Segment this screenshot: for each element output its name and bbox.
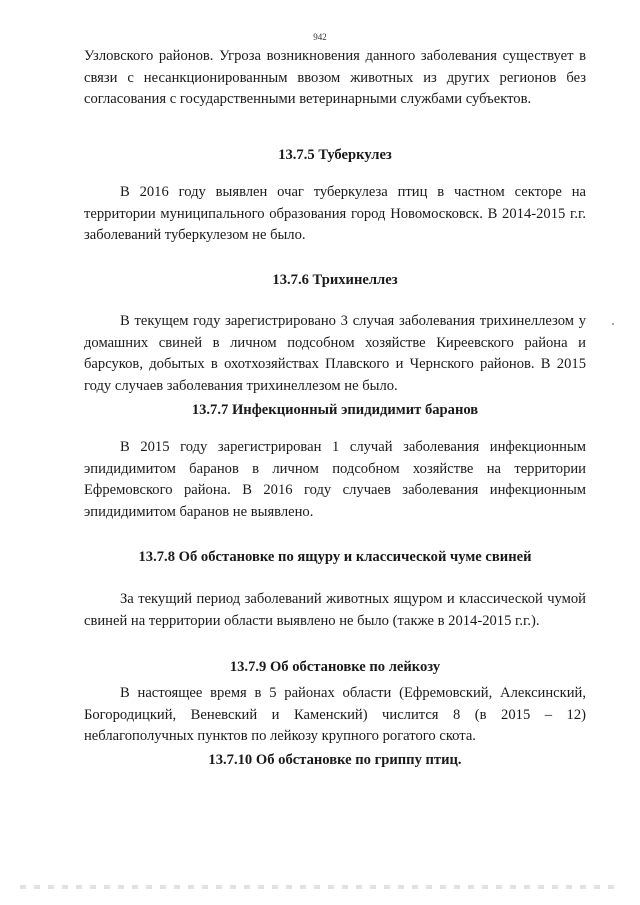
paragraph-epididymitis: В 2015 году зарегистрирован 1 случай заболевания инфекционным эпидидимитом баранов в личном подсобном хозяйстве на территории Ефремовского района. В 2016 году случаев заболевания инфекционным эпидидимитом баранов не выявлено. [84, 439, 586, 520]
paragraph-trichinellosis: В текущем году зарегистрировано 3 случая заболевания трихинеллезом у домашних свиней в личном подсобном хозяйстве Киреевского района и барсуков, добытых в охотхозяйствах Плавского и Чернского районов. В 2015 году случаев заболевания трихинеллезом не было. [84, 313, 586, 394]
heading-trichinellosis: 13.7.6 Трихинеллез [272, 272, 398, 288]
page-number: 942 [313, 32, 327, 42]
paragraph-fmd: За текущий период заболеваний животных ящуром и классической чумой свиней на территории области выявлено не было (также в 2014-2015 г.г.). [84, 591, 586, 629]
heading-avian-flu: 13.7.10 Об обстановке по гриппу птиц. [208, 752, 462, 768]
paragraph-tuberculosis: В 2016 году выявлен очаг туберкулеза птиц в частном секторе на территории муниципального образования город Новомосковск. В 2014-2015 г.г. заболеваний туберкулезом не было. [84, 184, 586, 243]
heading-fmd: 13.7.8 Об обстановке по ящуру и классической чуме свиней [138, 549, 532, 565]
scan-footer-noise [20, 885, 620, 889]
paragraph-leukosis: В настоящее время в 5 районах области (Ефремовский, Алексинский, Богородицкий, Веневский и Каменский) числится 8 (в 2015 – 12) неблагополучных пунктов по лейкозу крупного рогатого скота. [84, 685, 586, 744]
heading-epididymitis: 13.7.7 Инфекционный эпидидимит баранов [191, 402, 479, 418]
scan-speck [612, 323, 614, 325]
heading-leukosis: 13.7.9 Об обстановке по лейкозу [229, 659, 441, 675]
paragraph-intro: Узловского районов. Угроза возникновения данного заболевания существует в связи с несанкционированным ввозом животных из других регионов без согласования с государственными ветеринарными службами субъектов. [84, 48, 586, 107]
heading-tuberculosis: 13.7.5 Туберкулез [278, 147, 392, 163]
